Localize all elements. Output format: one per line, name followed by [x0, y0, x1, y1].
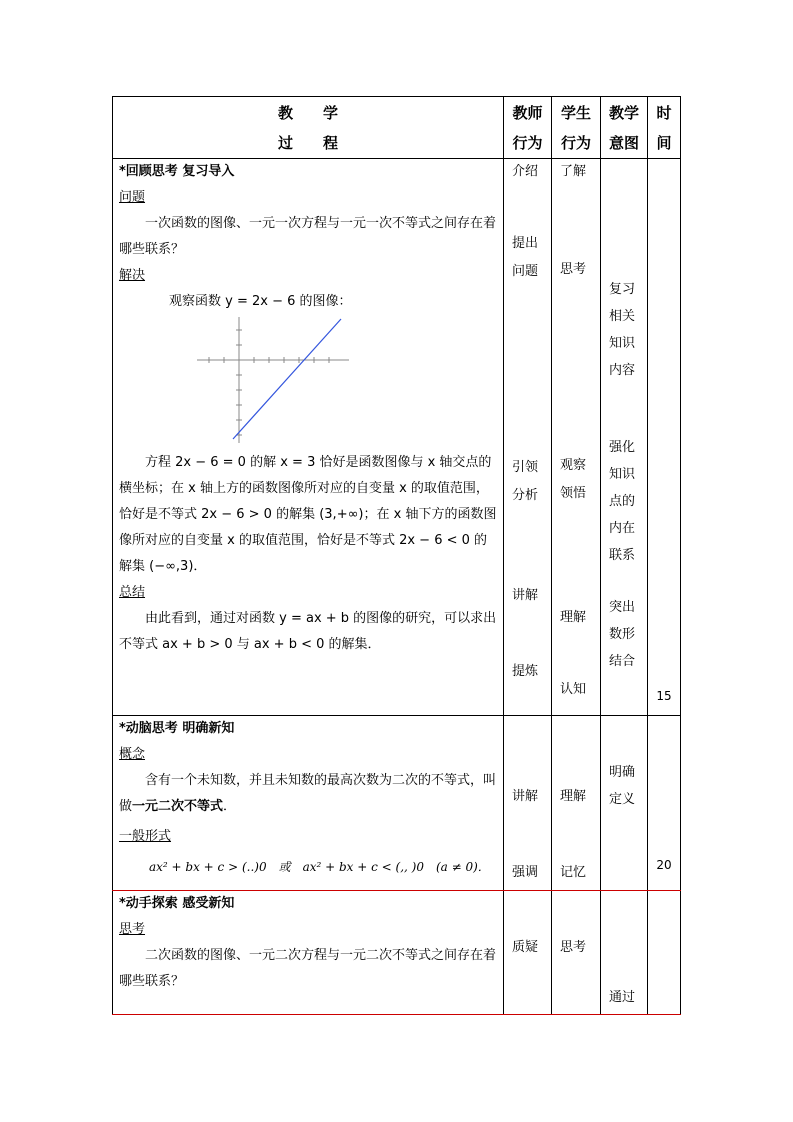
header-time [648, 97, 681, 159]
header-intent [601, 97, 648, 159]
lesson-plan-table [112, 96, 681, 1015]
teacher-action: 问题 [512, 264, 539, 279]
teacher-action: 质疑 [512, 940, 539, 955]
header-teacher [504, 97, 552, 159]
teacher-action: 介绍 [512, 164, 539, 179]
linear-function-graph [191, 315, 351, 445]
intent-text: 联系 [609, 548, 636, 563]
student-action: 思考 [560, 940, 587, 955]
section2-time [648, 716, 681, 891]
section1-title: *回顾思考 复习导入 [119, 164, 235, 179]
intent-text: 明确 [609, 765, 636, 780]
teacher-action: 分析 [512, 488, 539, 503]
section2-content [113, 716, 504, 891]
header-row [113, 97, 681, 159]
teacher-action: 强调 [512, 865, 539, 880]
header-teacher-line2: 行为 [512, 133, 543, 152]
analysis-paragraph: 方程 2x − 6 = 0 的解 x = 3 恰好是函数图像与 x 轴交点的横坐标；在 x 轴上方的函数图像所对应的自变量 x 的取值范围，恰好是不等式 2x − 6 > 0 的解集 (3,+∞)；在 x 轴下方的函数图像所对应的自变量 x 的取值范围，恰好是不等式 2x − 6 < 0 的解集 (−∞,3)． [119, 455, 497, 574]
general-formula: ax² + bx + c > (..)0 或 ax² + bx + c < (,, )0 (a ≠ 0)． [149, 860, 490, 874]
section3-row [113, 891, 681, 1015]
student-action: 观察 [560, 458, 587, 473]
section1-time [648, 159, 681, 716]
section2-student [552, 716, 601, 891]
section2-title: *动脑思考 明确新知 [119, 721, 235, 736]
student-action: 了解 [560, 164, 587, 179]
intent-text: 定义 [609, 792, 636, 807]
intent-text: 数形 [609, 627, 636, 642]
student-action: 领悟 [560, 486, 587, 501]
student-action: 记忆 [560, 865, 587, 880]
teacher-action: 提炼 [512, 664, 539, 679]
student-action: 认知 [560, 682, 587, 697]
header-intent-line2: 意图 [608, 133, 639, 152]
section3-intent [601, 891, 648, 1015]
question-label: 问题 [119, 190, 146, 205]
intent-text: 结合 [609, 654, 636, 669]
section3-student [552, 891, 601, 1015]
header-intent-line1: 教学 [608, 103, 639, 122]
student-action: 理解 [560, 610, 587, 625]
header-student-line1: 学生 [560, 103, 591, 122]
teacher-action: 引领 [512, 460, 539, 475]
header-student [552, 97, 601, 159]
concept-text [119, 768, 497, 820]
teacher-action: 讲解 [512, 789, 539, 804]
section3-time [648, 891, 681, 1015]
concept-text-end: ． [223, 799, 237, 814]
concept-label: 概念 [119, 747, 146, 762]
section1-teacher [504, 159, 552, 716]
header-teacher-line1: 教师 [512, 103, 543, 122]
intent-text: 点的 [609, 494, 636, 509]
graph-area [119, 315, 497, 450]
header-time-line2: 间 [656, 133, 672, 152]
summary-label: 总结 [119, 585, 146, 600]
student-action: 理解 [560, 789, 587, 804]
intent-text: 复习 [609, 282, 636, 297]
section3-content [113, 891, 504, 1015]
concept-term: 一元二次不等式 [132, 799, 224, 814]
intent-text: 相关 [609, 309, 636, 324]
section1-student [552, 159, 601, 716]
section2-intent [601, 716, 648, 891]
intent-text: 突出 [609, 600, 636, 615]
think-text: 二次函数的图像、一元二次方程与一元二次不等式之间存在着哪些联系？ [119, 948, 497, 989]
question-text: 一次函数的图像、一元一次方程与一元一次不等式之间存在着哪些联系？ [119, 216, 497, 257]
section2-row [113, 716, 681, 891]
header-time-line1: 时 [656, 103, 672, 122]
summary-text: 由此看到，通过对函数 y = ax + b 的图像的研究，可以求出不等式 ax + b > 0 与 ax + b < 0 的解集． [119, 611, 497, 652]
section3-teacher [504, 891, 552, 1015]
think-label: 思考 [119, 922, 146, 937]
intent-text: 内容 [609, 363, 636, 378]
intent-text: 知识 [609, 467, 636, 482]
solve-label: 解决 [119, 268, 146, 283]
header-process-line2: 过 程 [277, 133, 338, 152]
teacher-action: 提出 [512, 236, 539, 251]
intent-text: 内在 [609, 521, 636, 536]
section1-intent [601, 159, 648, 716]
section1-content [113, 159, 504, 716]
intent-text: 通过 [609, 990, 636, 1005]
concept-text-main: 含有一个未知数，并且未知数的最高次数为二次的不等式，叫做 [119, 773, 497, 814]
time-value: 20 [656, 858, 672, 872]
section1-row [113, 159, 681, 716]
student-action: 思考 [560, 262, 587, 277]
header-process [113, 97, 504, 159]
teacher-action: 讲解 [512, 588, 539, 603]
intent-text: 知识 [609, 336, 636, 351]
section2-teacher [504, 716, 552, 891]
header-process-line1: 教 学 [277, 103, 338, 122]
function-line [233, 319, 341, 439]
header-student-line2: 行为 [560, 133, 591, 152]
intent-text: 强化 [609, 440, 636, 455]
section3-title: *动手探索 感受新知 [119, 896, 235, 911]
general-form-label: 一般形式 [119, 829, 172, 844]
time-value: 15 [656, 689, 672, 703]
observe-text: 观察函数 y = 2x − 6 的图像： [169, 294, 352, 309]
